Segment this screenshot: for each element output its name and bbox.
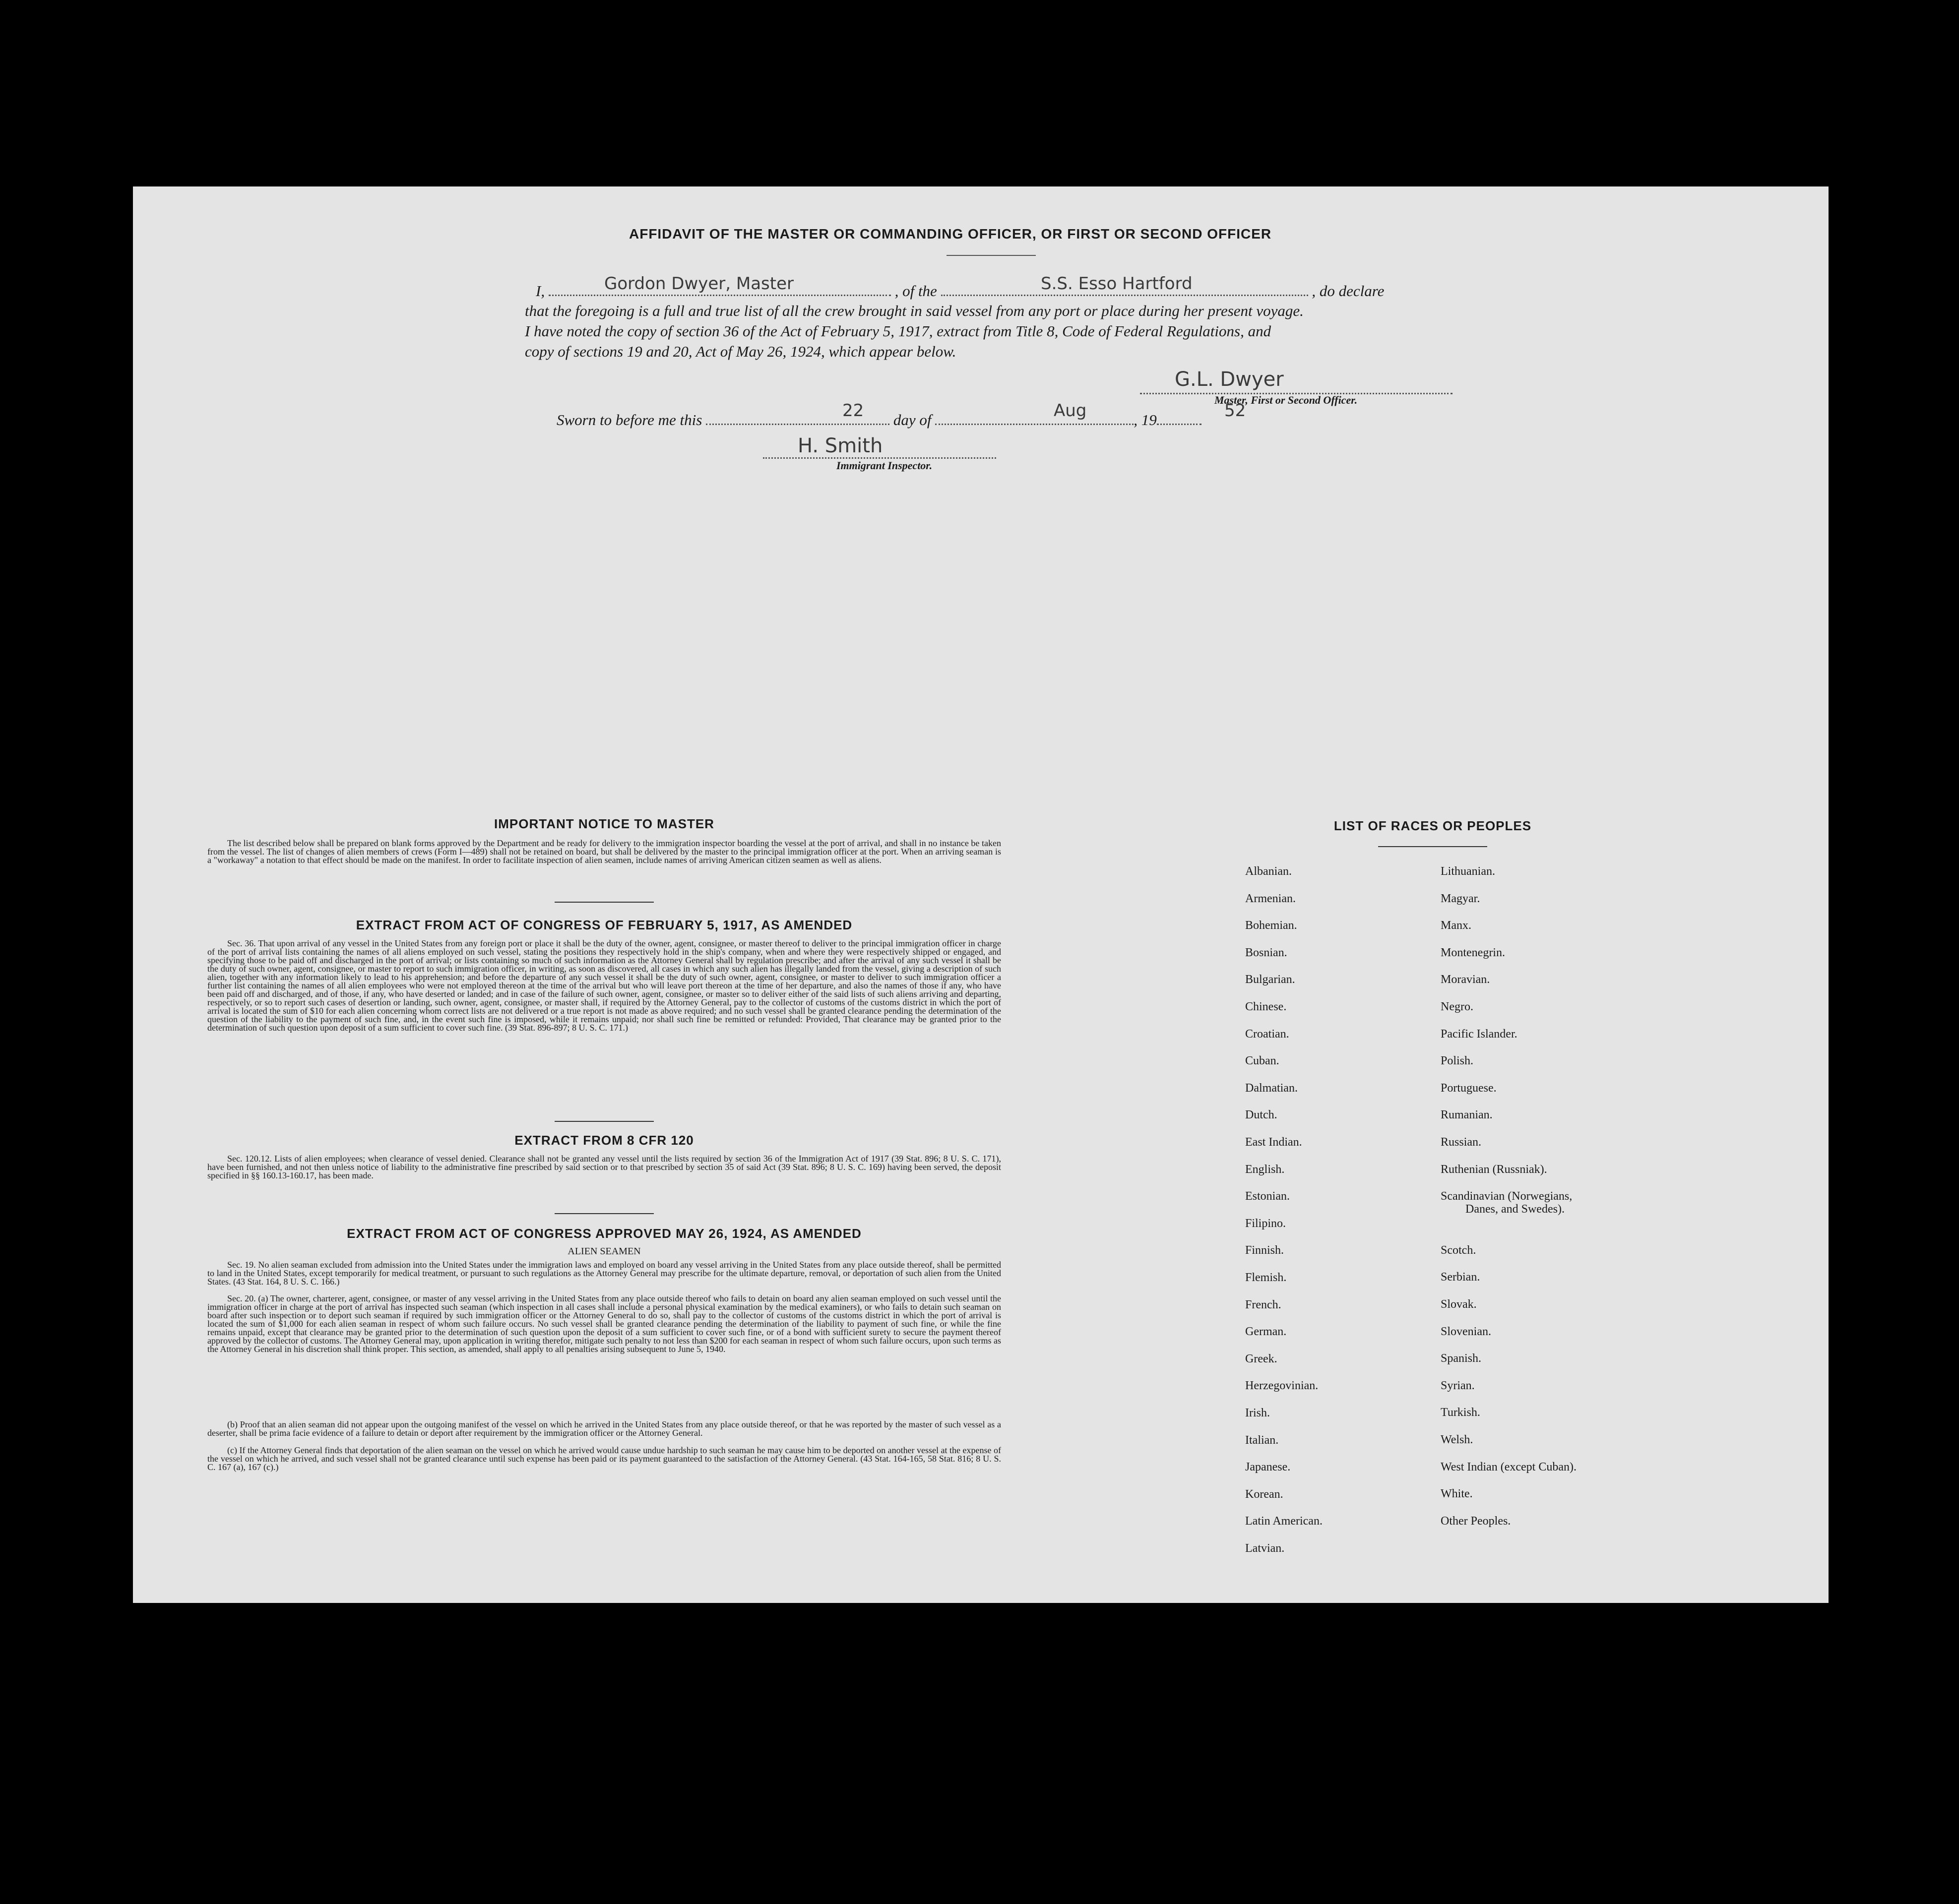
race-item: Slovak. bbox=[1441, 1298, 1477, 1311]
race-item: Japanese. bbox=[1245, 1461, 1291, 1474]
day-label: day of bbox=[893, 411, 932, 429]
race-item: Irish. bbox=[1245, 1407, 1270, 1419]
race-item: Bulgarian. bbox=[1245, 973, 1295, 986]
race-item: Croatian. bbox=[1245, 1028, 1289, 1041]
race-item: Flemish. bbox=[1245, 1271, 1287, 1284]
divider bbox=[555, 1213, 654, 1214]
vessel-name-handwriting: S.S. Esso Hartford bbox=[1041, 274, 1193, 294]
race-item: Spanish. bbox=[1441, 1352, 1482, 1365]
extract-1917-title: EXTRACT FROM ACT OF CONGRESS OF FEBRUARY 5, 1917, AS AMENDED bbox=[356, 918, 853, 932]
notice-text: The list described below shall be prepared on blank forms approved by the Department and be ready for delivery to the immigration inspector boarding the vessel at the port of arrival, and shall in no instance be taken from the vessel. The list of changes of alien members of crews (Form I—489) shall not be retained on board, but shall be delivered by the master to the principal immigration officer at the port. When an arriving seaman is a "workaway" a notation to that effect should be made on the manifest. In order to facilitate inspection of alien seamen, include names of arriving American citizen seamen as well as aliens. bbox=[207, 838, 1001, 865]
affidavit-title: AFFIDAVIT OF THE MASTER OR COMMANDING OFFICER, OR FIRST OR SECOND OFFICER bbox=[629, 226, 1272, 242]
race-item: French. bbox=[1245, 1298, 1281, 1311]
race-item: West Indian (except Cuban). bbox=[1441, 1461, 1577, 1474]
extract-1924-title: EXTRACT FROM ACT OF CONGRESS APPROVED MAY 26, 1924, AS AMENDED bbox=[347, 1226, 862, 1241]
race-item: Other Peoples. bbox=[1441, 1515, 1511, 1528]
race-item: Danes, and Swedes). bbox=[1465, 1203, 1565, 1216]
affidavit-line-4: copy of sections 19 and 20, Act of May 26, 1924, which appear below. bbox=[525, 343, 956, 360]
signature-line bbox=[1140, 378, 1453, 394]
month-field bbox=[935, 409, 1134, 425]
race-item: Finnish. bbox=[1245, 1244, 1284, 1257]
notice-title: IMPORTANT NOTICE TO MASTER bbox=[494, 816, 714, 831]
race-item: Magyar. bbox=[1441, 892, 1480, 905]
race-item: Korean. bbox=[1245, 1488, 1283, 1501]
race-item: East Indian. bbox=[1245, 1136, 1302, 1149]
extract-1924-sec19: Sec. 19. No alien seaman excluded from admission into the United States under the immigration laws and employed on board any vessel arriving in the United States from any place outside thereof, shall be permitted to land in the United States, except temporarily for medical treatment, or pursuant to such regulations as the Attorney General may prescribe for the ultimate departure, removal, or deportation of such alien from the United States. (43 Stat. 164, 8 U. S. C. 166.) bbox=[207, 1260, 1001, 1287]
affidavit-declare: , do declare bbox=[1312, 282, 1385, 300]
race-item: Turkish. bbox=[1441, 1406, 1480, 1419]
race-item: Pacific Islander. bbox=[1441, 1028, 1517, 1041]
race-item: Filipino. bbox=[1245, 1217, 1286, 1230]
inspector-line bbox=[763, 442, 996, 459]
race-item: Moravian. bbox=[1441, 973, 1490, 986]
sworn-line bbox=[557, 409, 1201, 430]
extract-1924-sec20c: (c) If the Attorney General finds that deportation of the alien seaman on the vessel on which he arrived would cause undue hardship to such seaman he may cause him to be deported on another vessel at the expense of the vessel on which he arrived, and such vessel shall not be granted clearance until such expense has been paid or its payment guaranteed to the satisfaction of the Attorney General. (43 Stat. 164-165, 58 Stat. 816; 8 U. S. C. 167 (a), 167 (c).) bbox=[207, 1445, 1001, 1472]
affidavit-of-the: , of the bbox=[894, 282, 937, 300]
year-handwriting: 52 bbox=[1224, 401, 1246, 421]
race-item: English. bbox=[1245, 1163, 1285, 1176]
race-item: Herzegovinian. bbox=[1245, 1379, 1319, 1392]
race-item: Armenian. bbox=[1245, 892, 1296, 905]
race-item: Scandinavian (Norwegians, bbox=[1441, 1190, 1573, 1203]
extract-1924-sec20a: Sec. 20. (a) The owner, charterer, agent, consignee, or master of any vessel arriving in the United States from any place outside thereof who fails to detain on board any alien seaman employed on such vessel until the immigration officer in charge at the port of arrival has inspected such seaman (which inspection in all cases shall include a personal physical examination by the medical examiners), or who fails to detain such seaman on board after such inspection or to deport such seaman if required by such immigration officer or the Attorney General to do so, shall pay to the collector of customs of the customs district in which the port of arrival is located the sum of $1,000 for each alien seaman in respect of whom such failure occurs. No such vessel shall be granted clearance pending the determination of the liability to payment of such fine, or while the fine remains unpaid, except that clearance may be granted prior to the determination of such question upon the deposit of a sum sufficient to cover such fine, or of a bond with sufficient surety to secure the payment thereof approved by the collector of customs. The Attorney General may, upon application in writing therefor, mitigate such penalty to not less than $200 for each seaman in respect of whom such failure occurs, upon such terms as the Attorney General in his discretion shall think proper. This section, as amended, shall apply to all penalties arising subsequent to June 5, 1940. bbox=[207, 1293, 1001, 1354]
race-item: German. bbox=[1245, 1325, 1287, 1338]
extract-cfr-title: EXTRACT FROM 8 CFR 120 bbox=[514, 1133, 694, 1148]
race-item: Latvian. bbox=[1245, 1542, 1285, 1555]
race-item: Portuguese. bbox=[1441, 1082, 1497, 1095]
divider bbox=[1378, 846, 1487, 847]
race-item: Greek. bbox=[1245, 1352, 1277, 1365]
race-item: Latin American. bbox=[1245, 1515, 1323, 1528]
affidavit-prefix: I, bbox=[536, 282, 545, 300]
divider bbox=[555, 1121, 654, 1122]
race-item: Slovenian. bbox=[1441, 1325, 1491, 1338]
race-item: Montenegrin. bbox=[1441, 946, 1505, 959]
race-item: Bosnian. bbox=[1245, 946, 1287, 959]
race-item: Dutch. bbox=[1245, 1108, 1277, 1121]
race-item: Lithuanian. bbox=[1441, 865, 1495, 878]
sworn-prefix: Sworn to before me this bbox=[557, 411, 702, 429]
year-prefix: , 19 bbox=[1134, 411, 1157, 429]
alien-seamen-subtitle: ALIEN SEAMEN bbox=[568, 1246, 641, 1257]
race-item: Chinese. bbox=[1245, 1000, 1287, 1013]
master-signature: G.L. Dwyer bbox=[1175, 368, 1284, 391]
extract-cfr-text: Sec. 120.12. Lists of alien employees; when clearance of vessel denied. Clearance shall not be granted any vessel until the lists required by section 36 of the Immigration Act of 1917 (39 Stat. 896; 8 U. S. C. 171), have been furnished, and not then unless notice of liability to the administrative fine prescribed by said section or to that prescribed by section 35 of said Act (39 Stat. 896; 8 U. S. C. 169) having been served, the deposit specified in §§ 160.13-160.17, has been made. bbox=[207, 1154, 1001, 1180]
month-handwriting: Aug bbox=[1054, 401, 1087, 421]
race-item: Ruthenian (Russniak). bbox=[1441, 1163, 1547, 1176]
race-item: Syrian. bbox=[1441, 1379, 1475, 1392]
race-item: Dalmatian. bbox=[1245, 1082, 1298, 1095]
divider bbox=[555, 902, 654, 903]
extract-1917-text: Sec. 36. That upon arrival of any vessel in the United States from any foreign port or place it shall be the duty of the owner, agent, consignee, or master thereof to deliver to the principal immigration officer in charge of the port of arrival lists containing the names of all aliens employed on such vessel, stating the positions they respectively hold in the ship's company, when and where they were respectively shipped or engaged, and specifying those to be paid off and discharged in the port of arrival; or lists containing so much of such information as the Attorney General shall by regulation prescribe; and after the arrival of any such vessel it shall be the duty of such owner, agent, consignee, or master to report to such immigration officer, in writing, as soon as discovered, all cases in which any such alien has illegally landed from the vessel, giving a description of such alien, together with any information likely to lead to his apprehension; and before the departure of any such vessel it shall be the duty of such owner, agent, consignee, or master to deliver to such immigration officer a further list containing the names of all alien employees who were not employed thereon at the time of the arrival but who will leave port thereon at the time of her departure, and also the names of those if any, who have been paid off and discharged, and of those, if any, who have deserted or landed; and in case of the failure of such owner, agent, consignee, or master so to deliver either of the said lists of such aliens arriving and departing, respectively, or so to report such cases of desertion or landing, such owner, agent, consignee, or master shall, if required by the Attorney General, pay to the collector of customs of the customs district in which the port of arrival is located the sum of $10 for each alien concerning whom correct lists are not delivered or a true report is not made as above required; and no such vessel shall be granted clearance pending the determination of the question of the liability to the payment of such fine, and, in the event such fine is imposed, while it remains unpaid; nor shall such fine be remitted or refunded: Provided, That clearance may be granted prior to the determination of such question upon deposit of a sum sufficient to cover such fine. (39 Stat. 896-897; 8 U. S. C. 171.) bbox=[207, 938, 1001, 1033]
master-name-handwriting: Gordon Dwyer, Master bbox=[604, 274, 794, 294]
race-item: Serbian. bbox=[1441, 1271, 1480, 1284]
race-item: Rumanian. bbox=[1441, 1108, 1493, 1121]
race-item: White. bbox=[1441, 1487, 1473, 1500]
signature-caption: Master, First or Second Officer. bbox=[1214, 394, 1358, 406]
race-item: Bohemian. bbox=[1245, 919, 1297, 932]
extract-1924-sec20b: (b) Proof that an alien seaman did not appear upon the outgoing manifest of the vessel on which he arrived in the United States from any place outside thereof, or that he was reported by the master of such vessel as a deserter, shall be prima facie evidence of a failure to detain or deport after requirement by the immigration officer or the Attorney General. bbox=[207, 1419, 1001, 1438]
race-item: Italian. bbox=[1245, 1434, 1279, 1447]
race-item: Welsh. bbox=[1441, 1433, 1473, 1446]
race-item: Russian. bbox=[1441, 1136, 1482, 1149]
title-divider bbox=[947, 255, 1036, 256]
day-handwriting: 22 bbox=[842, 401, 864, 421]
year-field bbox=[1157, 409, 1201, 425]
affidavit-line-2: that the foregoing is a full and true list of all the crew brought in said vessel from any port or place during her present voyage. bbox=[525, 302, 1304, 319]
affidavit-line-3: I have noted the copy of section 36 of the Act of February 5, 1917, extract from Title 8, Code of Federal Regulations, and bbox=[525, 322, 1271, 340]
race-item: Manx. bbox=[1441, 919, 1471, 932]
inspector-signature: H. Smith bbox=[798, 434, 883, 457]
race-item: Albanian. bbox=[1245, 865, 1292, 878]
document-sheet bbox=[133, 186, 1829, 1603]
inspector-caption: Immigrant Inspector. bbox=[836, 459, 933, 472]
race-item: Cuban. bbox=[1245, 1054, 1279, 1067]
races-title: LIST OF RACES OR PEOPLES bbox=[1333, 818, 1532, 833]
race-item: Polish. bbox=[1441, 1054, 1474, 1067]
race-item: Negro. bbox=[1441, 1000, 1473, 1013]
race-item: Scotch. bbox=[1441, 1244, 1476, 1257]
race-item: Estonian. bbox=[1245, 1190, 1290, 1203]
